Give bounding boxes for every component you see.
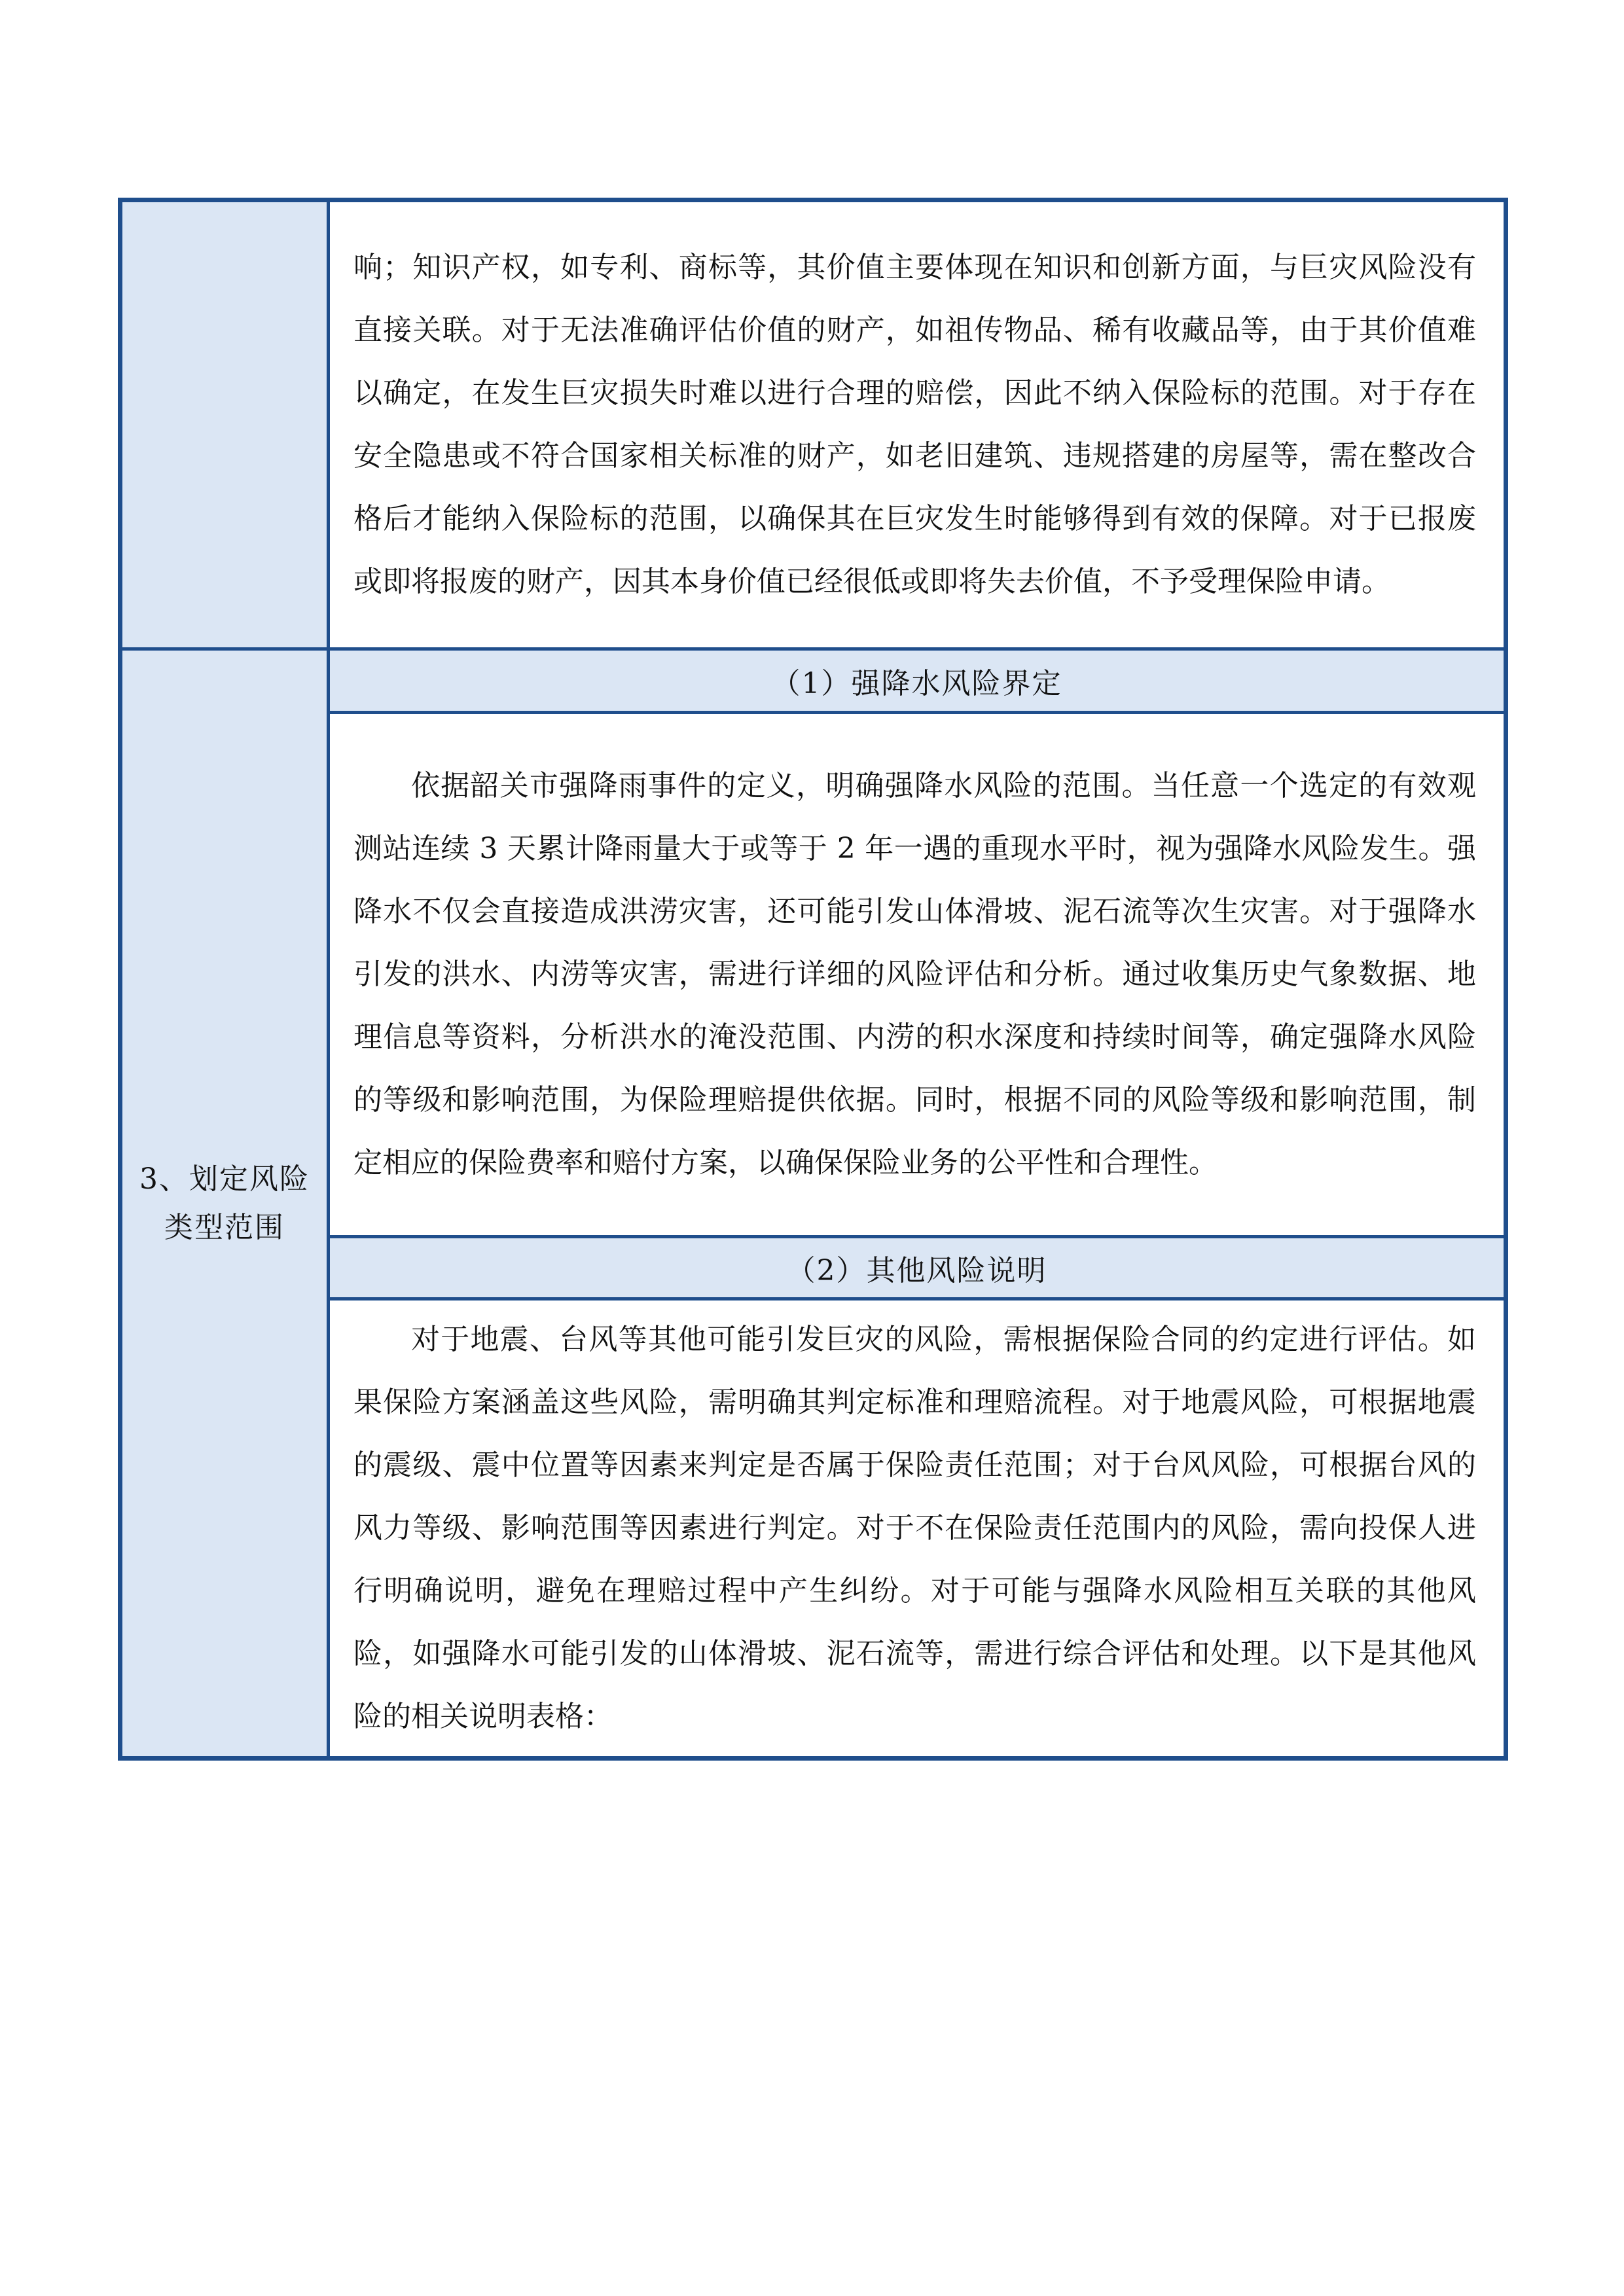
section-label: 3、划定风险类型范围: [139, 1162, 310, 1244]
subsection-2-paragraph: 对于地震、台风等其他可能引发巨灾的风险，需根据保险合同的约定进行评估。如果保险方案涵盖这些风险，需明确其判定标准和理赔流程。对于地震风险，可根据地震的震级、震中位置等因素来判定是否属于保险责任范围；对于台风风险，可根据台风的风力等级、影响范围等因素进行判定。对于不在保险责任范围内的风险，需向投保人进行明确说明，避免在理赔过程中产生纠纷。对于可能与强降水风险相互关联的其他风险，如强降水可能引发的山体滑坡、泥石流等，需进行综合评估和处理。以下是其他风险的相关说明表格：: [353, 1323, 1476, 1733]
subsection-2-text-cell: [329, 1299, 1506, 1759]
continuation-label-cell: [120, 200, 329, 649]
subsection-1-text-cell: [329, 713, 1506, 1237]
subsection-1-paragraph: 依据韶关市强降雨事件的定义，明确强降水风险的范围。当任意一个选定的有效观测站连续 3 天累计降雨量大于或等于 2 年一遇的重现水平时，视为强降水风险发生。强降水不仅会直接造成洪涝灾害，还可能引发山体滑坡、泥石流等次生灾害。对于强降水引发的洪水、内涝等灾害，需进行详细的风险评估和分析。通过收集历史气象数据、地理信息等资料，分析洪水的淹没范围、内涝的积水深度和持续时间等，确定强降水风险的等级和影响范围，为保险理赔提供依据。同时，根据不同的风险等级和影响范围，制定相应的保险费率和赔付方案，以确保保险业务的公平性和合理性。: [353, 769, 1476, 1179]
subsection-2-heading: （2）其他风险说明: [329, 1237, 1506, 1299]
subsection-1-text-row: [120, 713, 1506, 1237]
section-label-cell: [120, 649, 329, 1759]
continuation-row: [120, 200, 1506, 649]
risk-scope-table: [118, 198, 1508, 1761]
continuation-text-cell: [329, 200, 1506, 649]
subsection-1-heading-row: [120, 649, 1506, 713]
subsection-2-heading-row: [120, 1237, 1506, 1299]
continuation-paragraph: 响；知识产权，如专利、商标等，其价值主要体现在知识和创新方面，与巨灾风险没有直接关联。对于无法准确评估价值的财产，如祖传物品、稀有收藏品等，由于其价值难以确定，在发生巨灾损失时难以进行合理的赔偿，因此不纳入保险标的范围。对于存在安全隐患或不符合国家相关标准的财产，如老旧建筑、违规搭建的房屋等，需在整改合格后才能纳入保险标的范围，以确保其在巨灾发生时能够得到有效的保障。对于已报废或即将报废的财产，因其本身价值已经很低或即将失去价值，不予受理保险申请。: [353, 251, 1476, 598]
subsection-1-heading: （1）强降水风险界定: [329, 649, 1506, 713]
subsection-2-text-row: [120, 1299, 1506, 1759]
